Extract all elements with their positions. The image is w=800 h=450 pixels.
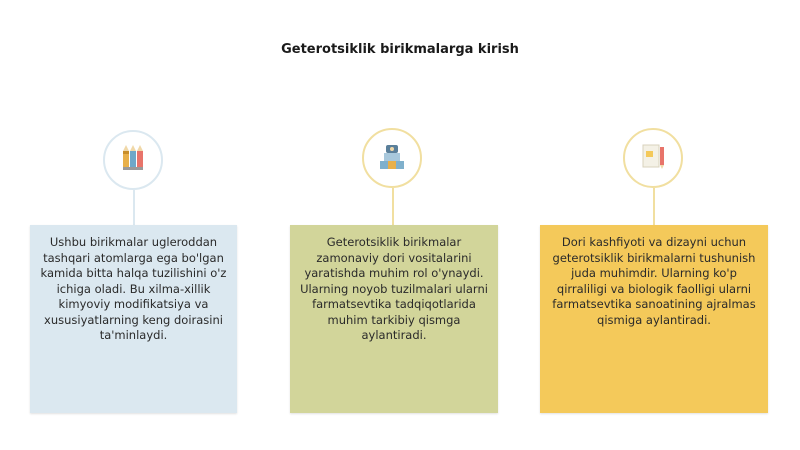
info-card-3 bbox=[540, 225, 768, 413]
connector-2 bbox=[392, 188, 394, 225]
pencils-icon bbox=[120, 143, 146, 177]
card-text-2: Geterotsiklik birikmalar zamonaviy dori vositalarini yaratishda muhim rol o'ynaydi. Ularning noyob tuzilmalari ularni farmatsevtika tadqiqotlarida muhim tarkibiy qismga aylantiradi. bbox=[300, 235, 488, 342]
info-card-1 bbox=[30, 225, 237, 413]
page-title: Geterotsiklik birikmalarga kirish bbox=[281, 42, 519, 57]
connector-3 bbox=[653, 188, 655, 225]
icon-circle-2 bbox=[362, 128, 422, 188]
lab-robot-icon bbox=[376, 141, 408, 175]
connector-1 bbox=[133, 190, 135, 225]
icon-circle-3 bbox=[623, 128, 683, 188]
card-text-3: Dori kashfiyoti va dizayni uchun geterotsiklik birikmalarni tushunish juda muhimdir. Ularning ko'p qirraliligi va biologik faolligi ularni farmatsevtika sanoatining ajralmas qismiga aylantiradi. bbox=[552, 235, 756, 327]
info-card-2 bbox=[290, 225, 498, 413]
icon-circle-1 bbox=[103, 130, 163, 190]
card-text-1: Ushbu birikmalar ugleroddan tashqari atomlarga ega bo'lgan kamida bitta halqa tuzilishini o'z ichiga oladi. Bu xilma-xillik kimyoviy modifikatsiya va xususiyatlarning keng doirasini ta'minlaydi. bbox=[40, 235, 227, 342]
document-pencil-icon bbox=[639, 141, 667, 175]
